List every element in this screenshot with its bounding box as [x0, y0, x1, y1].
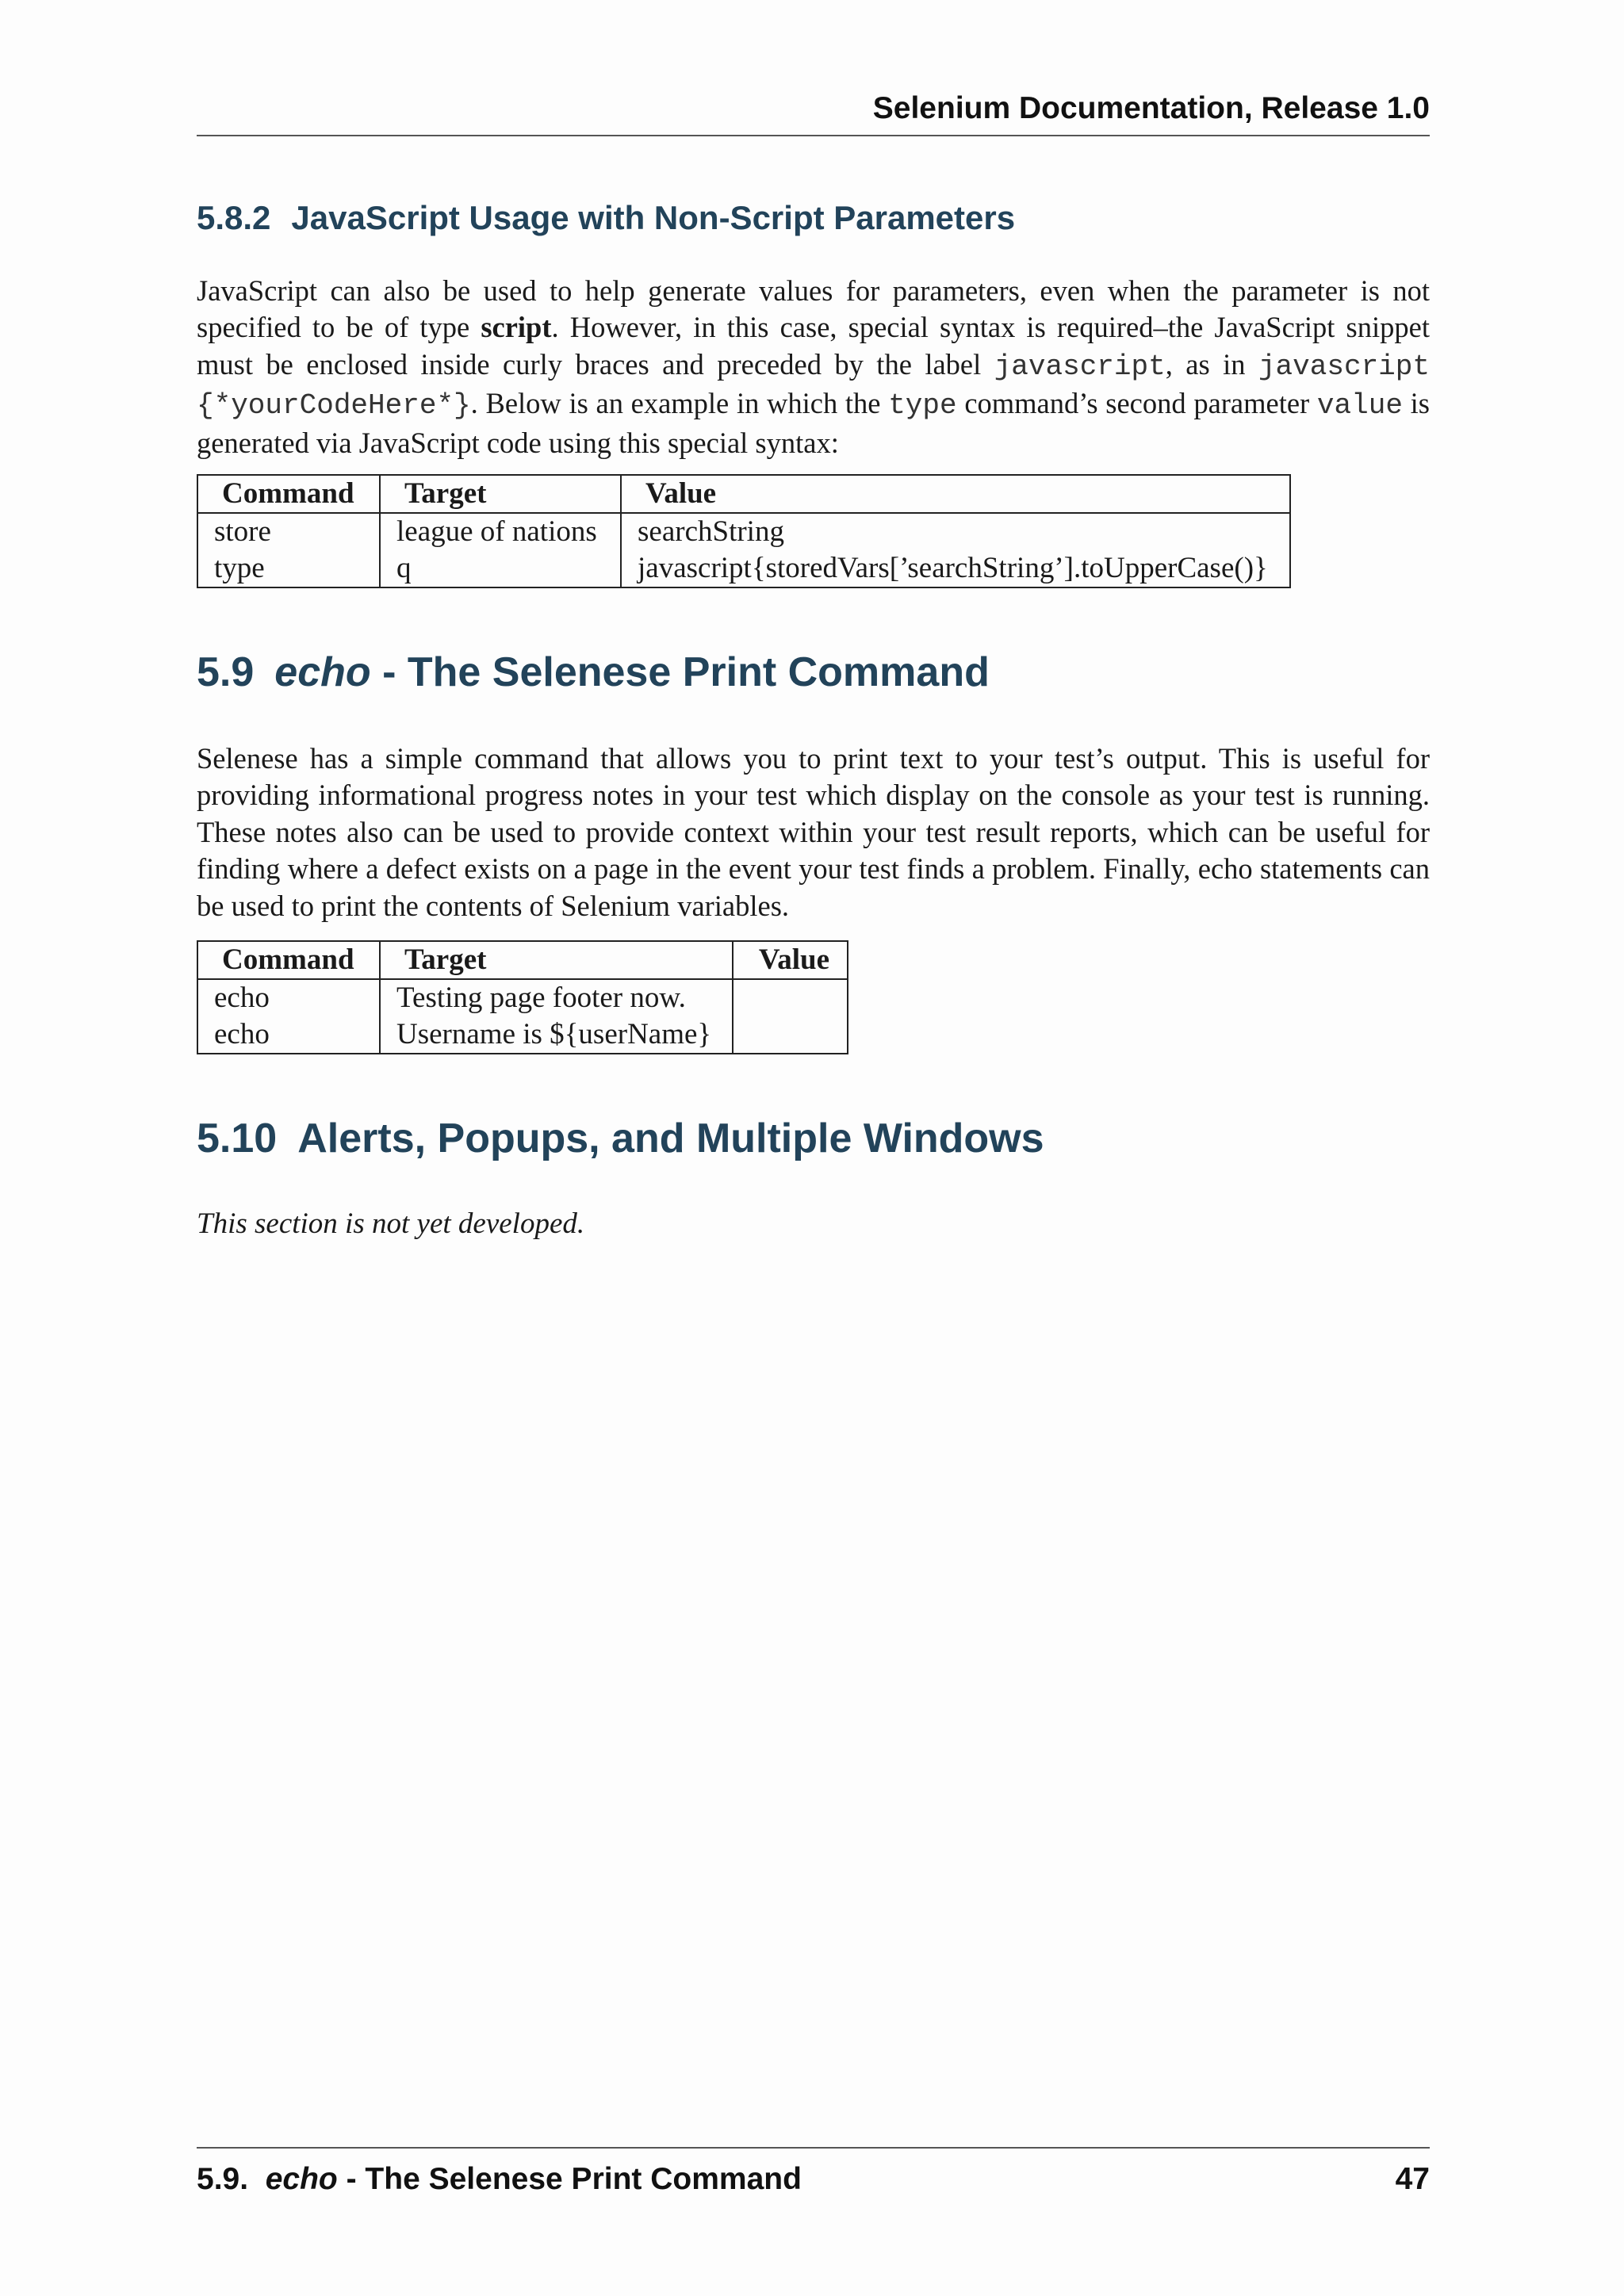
section-title: Alerts, Popups, and Multiple Windows: [297, 1115, 1044, 1161]
table-header-row: [197, 475, 1290, 513]
table-cell: echo: [197, 979, 380, 1016]
section-number: 5.9: [197, 649, 255, 695]
table-cell: searchString: [638, 515, 784, 548]
table-row: [197, 513, 1290, 550]
section-5-8-2-paragraph: [197, 273, 1430, 461]
section-5-10-heading: [197, 1113, 1044, 1164]
table-row: [197, 979, 848, 1016]
para-code: javascript: [994, 350, 1166, 383]
para-bold: script: [481, 311, 552, 344]
footer-section-title-italic: echo: [265, 2162, 338, 2196]
footer-section-number: 5.9.: [197, 2162, 249, 2196]
para-text: JavaScript can also be used to help generate values for parameters, even when the parameter is not specified to be of type: [197, 274, 1430, 344]
table-cell: [733, 1016, 848, 1054]
table-header-cell: Target: [380, 475, 621, 513]
section-number: 5.10: [197, 1115, 278, 1161]
table-cell: Username is ${userName}: [380, 1016, 733, 1054]
table-cell: Testing page footer now.: [380, 979, 733, 1016]
section-5-8-2-heading: [197, 197, 1015, 239]
para-text: , as in: [1165, 347, 1258, 381]
footer-section-title: - The Selenese Print Command: [337, 2162, 802, 2196]
table-header-cell: Value: [621, 475, 1290, 513]
page-header: [197, 89, 1430, 136]
page-number: 47: [1395, 2162, 1430, 2196]
para-code: value: [1316, 389, 1403, 423]
table-cell: league of nations: [380, 513, 621, 550]
running-title: Selenium Documentation, Release 1.0: [872, 91, 1430, 125]
section-5-9-heading: [197, 647, 990, 698]
table-header-cell: Command: [197, 941, 380, 979]
table-cell: [733, 979, 848, 1016]
table-cell: store: [197, 513, 380, 550]
section-title: - The Selenese Print Command: [370, 649, 990, 695]
page-footer: [197, 2147, 1430, 2199]
table-header-cell: Target: [380, 941, 733, 979]
echo-example-table: [197, 940, 848, 1054]
table-row: [197, 1016, 848, 1054]
table-row: [197, 550, 1290, 587]
table-header-cell: Value: [733, 941, 848, 979]
section-title: JavaScript Usage with Non-Script Parameters: [291, 199, 1016, 236]
javascript-example-table: [197, 474, 1291, 588]
table-header-row: [197, 941, 848, 979]
para-text: . Below is an example in which the: [470, 387, 889, 420]
table-cell: type: [197, 550, 380, 587]
table-cell: javascript{storedVars[’searchString’].toUpperCase()}: [638, 552, 1268, 584]
not-developed-note: This section is not yet developed.: [197, 1207, 585, 1240]
para-text: command’s second parameter: [956, 387, 1317, 420]
table-cell: echo: [197, 1016, 380, 1054]
table-cell: q: [380, 550, 621, 587]
para-text: is generated via JavaScript code using this special syntax:: [197, 387, 1430, 459]
section-title-italic: echo: [274, 649, 371, 695]
table-header-cell: Command: [197, 475, 380, 513]
section-number: 5.8.2: [197, 199, 271, 236]
para-code: javascript {*yourCodeHere*}: [197, 350, 1430, 423]
section-5-9-paragraph: Selenese has a simple command that allows you to print text to your test’s output. This is useful for providing informational progress notes in your test which display on the console as your test is running. These notes also can be used to provide context within your test result reports, which can be useful for finding where a defect exists on a page in the event your test finds a problem. Finally, echo statements can be used to print the contents of Selenium variables.: [197, 742, 1430, 922]
para-code: type: [888, 389, 957, 423]
para-text: . However, in this case, special syntax is required–the JavaScript snippet must be enclosed inside curly braces and preceded by the label: [197, 311, 1430, 381]
